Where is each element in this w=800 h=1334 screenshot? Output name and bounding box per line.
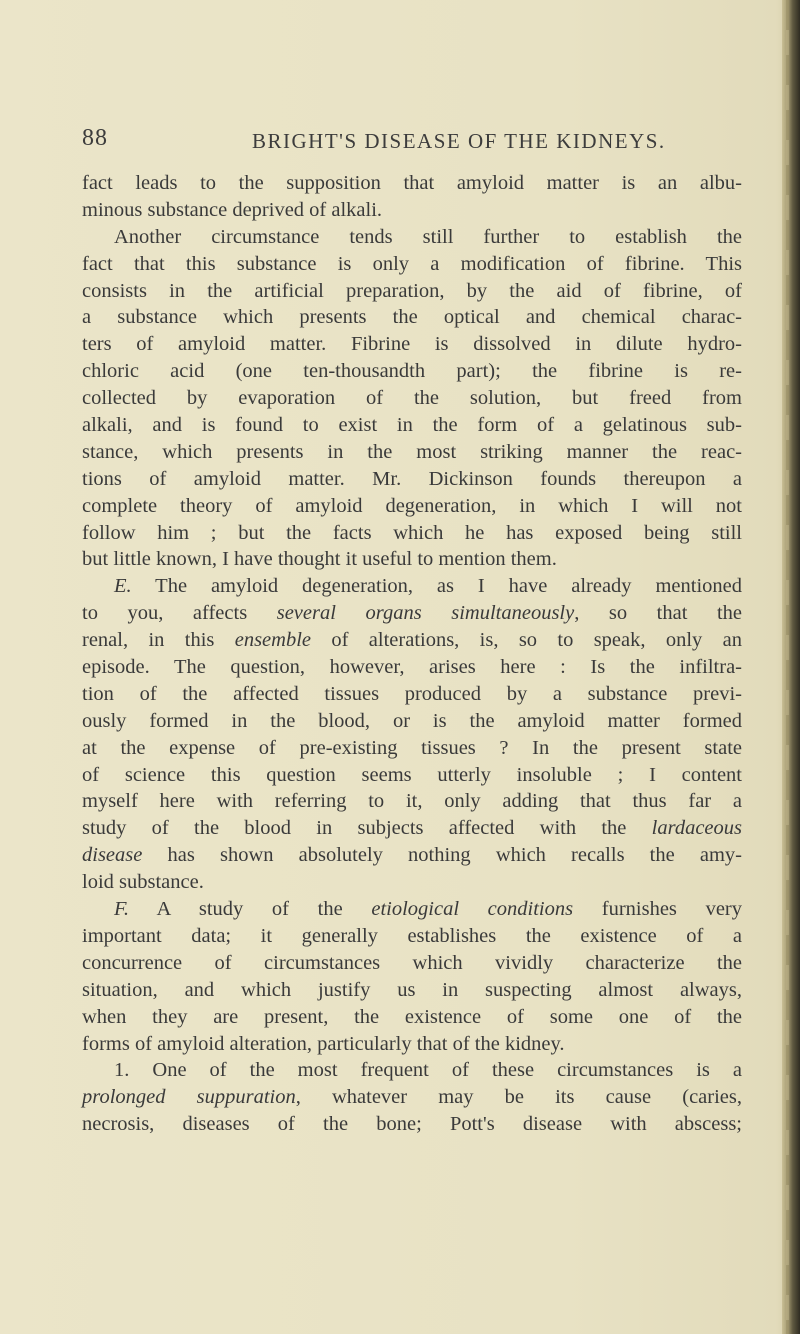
text-line: when they are present, the existence of some one of the [82, 1005, 742, 1028]
text-line: forms of amyloid alteration, particularly that of the kidney. [82, 1032, 565, 1055]
text-line: F. A study of the etiological conditions furnishes very [114, 898, 742, 921]
text-line: of science this question seems utterly insoluble ; I content [82, 763, 742, 786]
text-line: ters of amyloid matter. Fibrine is dissolved in dilute hydro- [82, 333, 742, 356]
text-line: concurrence of circumstances which vividly characterize the [82, 951, 742, 974]
page-number: 88 [82, 125, 108, 151]
text-line: minous substance deprived of alkali. [82, 198, 383, 221]
text-line: at the expense of pre-existing tissues ? In the present state [82, 736, 742, 759]
text-line: situation, and which justify us in suspecting almost always, [82, 978, 742, 1001]
text-line: tion of the affected tissues produced by a substance previ- [82, 682, 742, 705]
text-line: complete theory of amyloid degeneration, in which I will not [82, 494, 742, 517]
text-line: E. The amyloid degeneration, as I have already mentioned [114, 575, 742, 598]
text-line: a substance which presents the optical and chemical charac- [82, 306, 742, 329]
page-header [82, 125, 702, 155]
text-line: chloric acid (one ten-thousandth part); the fibrine is re- [82, 360, 742, 383]
text-line: necrosis, diseases of the bone; Pott's disease with abscess; [82, 1113, 742, 1136]
text-line: ously formed in the blood, or is the amyloid matter formed [82, 709, 742, 732]
body-text [82, 170, 742, 1138]
text-line: tions of amyloid matter. Mr. Dickinson founds thereupon a [82, 467, 742, 490]
text-line: Another circumstance tends still further to establish the [114, 225, 742, 248]
text-line: myself here with referring to it, only adding that thus far a [82, 790, 742, 813]
text-line: episode. The question, however, arises here : Is the infiltra- [82, 656, 742, 679]
text-line: follow him ; but the facts which he has exposed being still [82, 521, 742, 544]
text-line: alkali, and is found to exist in the form of a gelatinous sub- [82, 414, 742, 437]
text-line: collected by evaporation of the solution, but freed from [82, 387, 742, 410]
text-line: study of the blood in subjects affected with the lardaceous [82, 817, 742, 840]
running-title: BRIGHT'S DISEASE OF THE KIDNEYS. [252, 129, 666, 153]
text-line: renal, in this ensemble of alterations, is, so to speak, only an [82, 629, 742, 652]
text-line: stance, which presents in the most striking manner the reac- [82, 440, 742, 463]
text-line: prolonged suppuration, whatever may be its cause (caries, [82, 1086, 742, 1109]
text-line: fact leads to the supposition that amyloid matter is an albu- [82, 172, 742, 194]
text-line: loid substance. [82, 871, 204, 894]
book-edge [782, 0, 800, 1334]
text-line: but little known, I have thought it useful to mention them. [82, 548, 557, 571]
text-line: disease has shown absolutely nothing which recalls the amy- [82, 844, 742, 867]
text-line: fact that this substance is only a modification of fibrine. This [82, 252, 742, 275]
text-line: to you, affects several organs simultaneously, so that the [82, 602, 743, 625]
text-line: consists in the artificial preparation, by the aid of fibrine, of [82, 279, 742, 302]
text-line: 1. One of the most frequent of these circumstances is a [114, 1059, 742, 1082]
text-line: important data; it generally establishes the existence of a [82, 924, 742, 947]
